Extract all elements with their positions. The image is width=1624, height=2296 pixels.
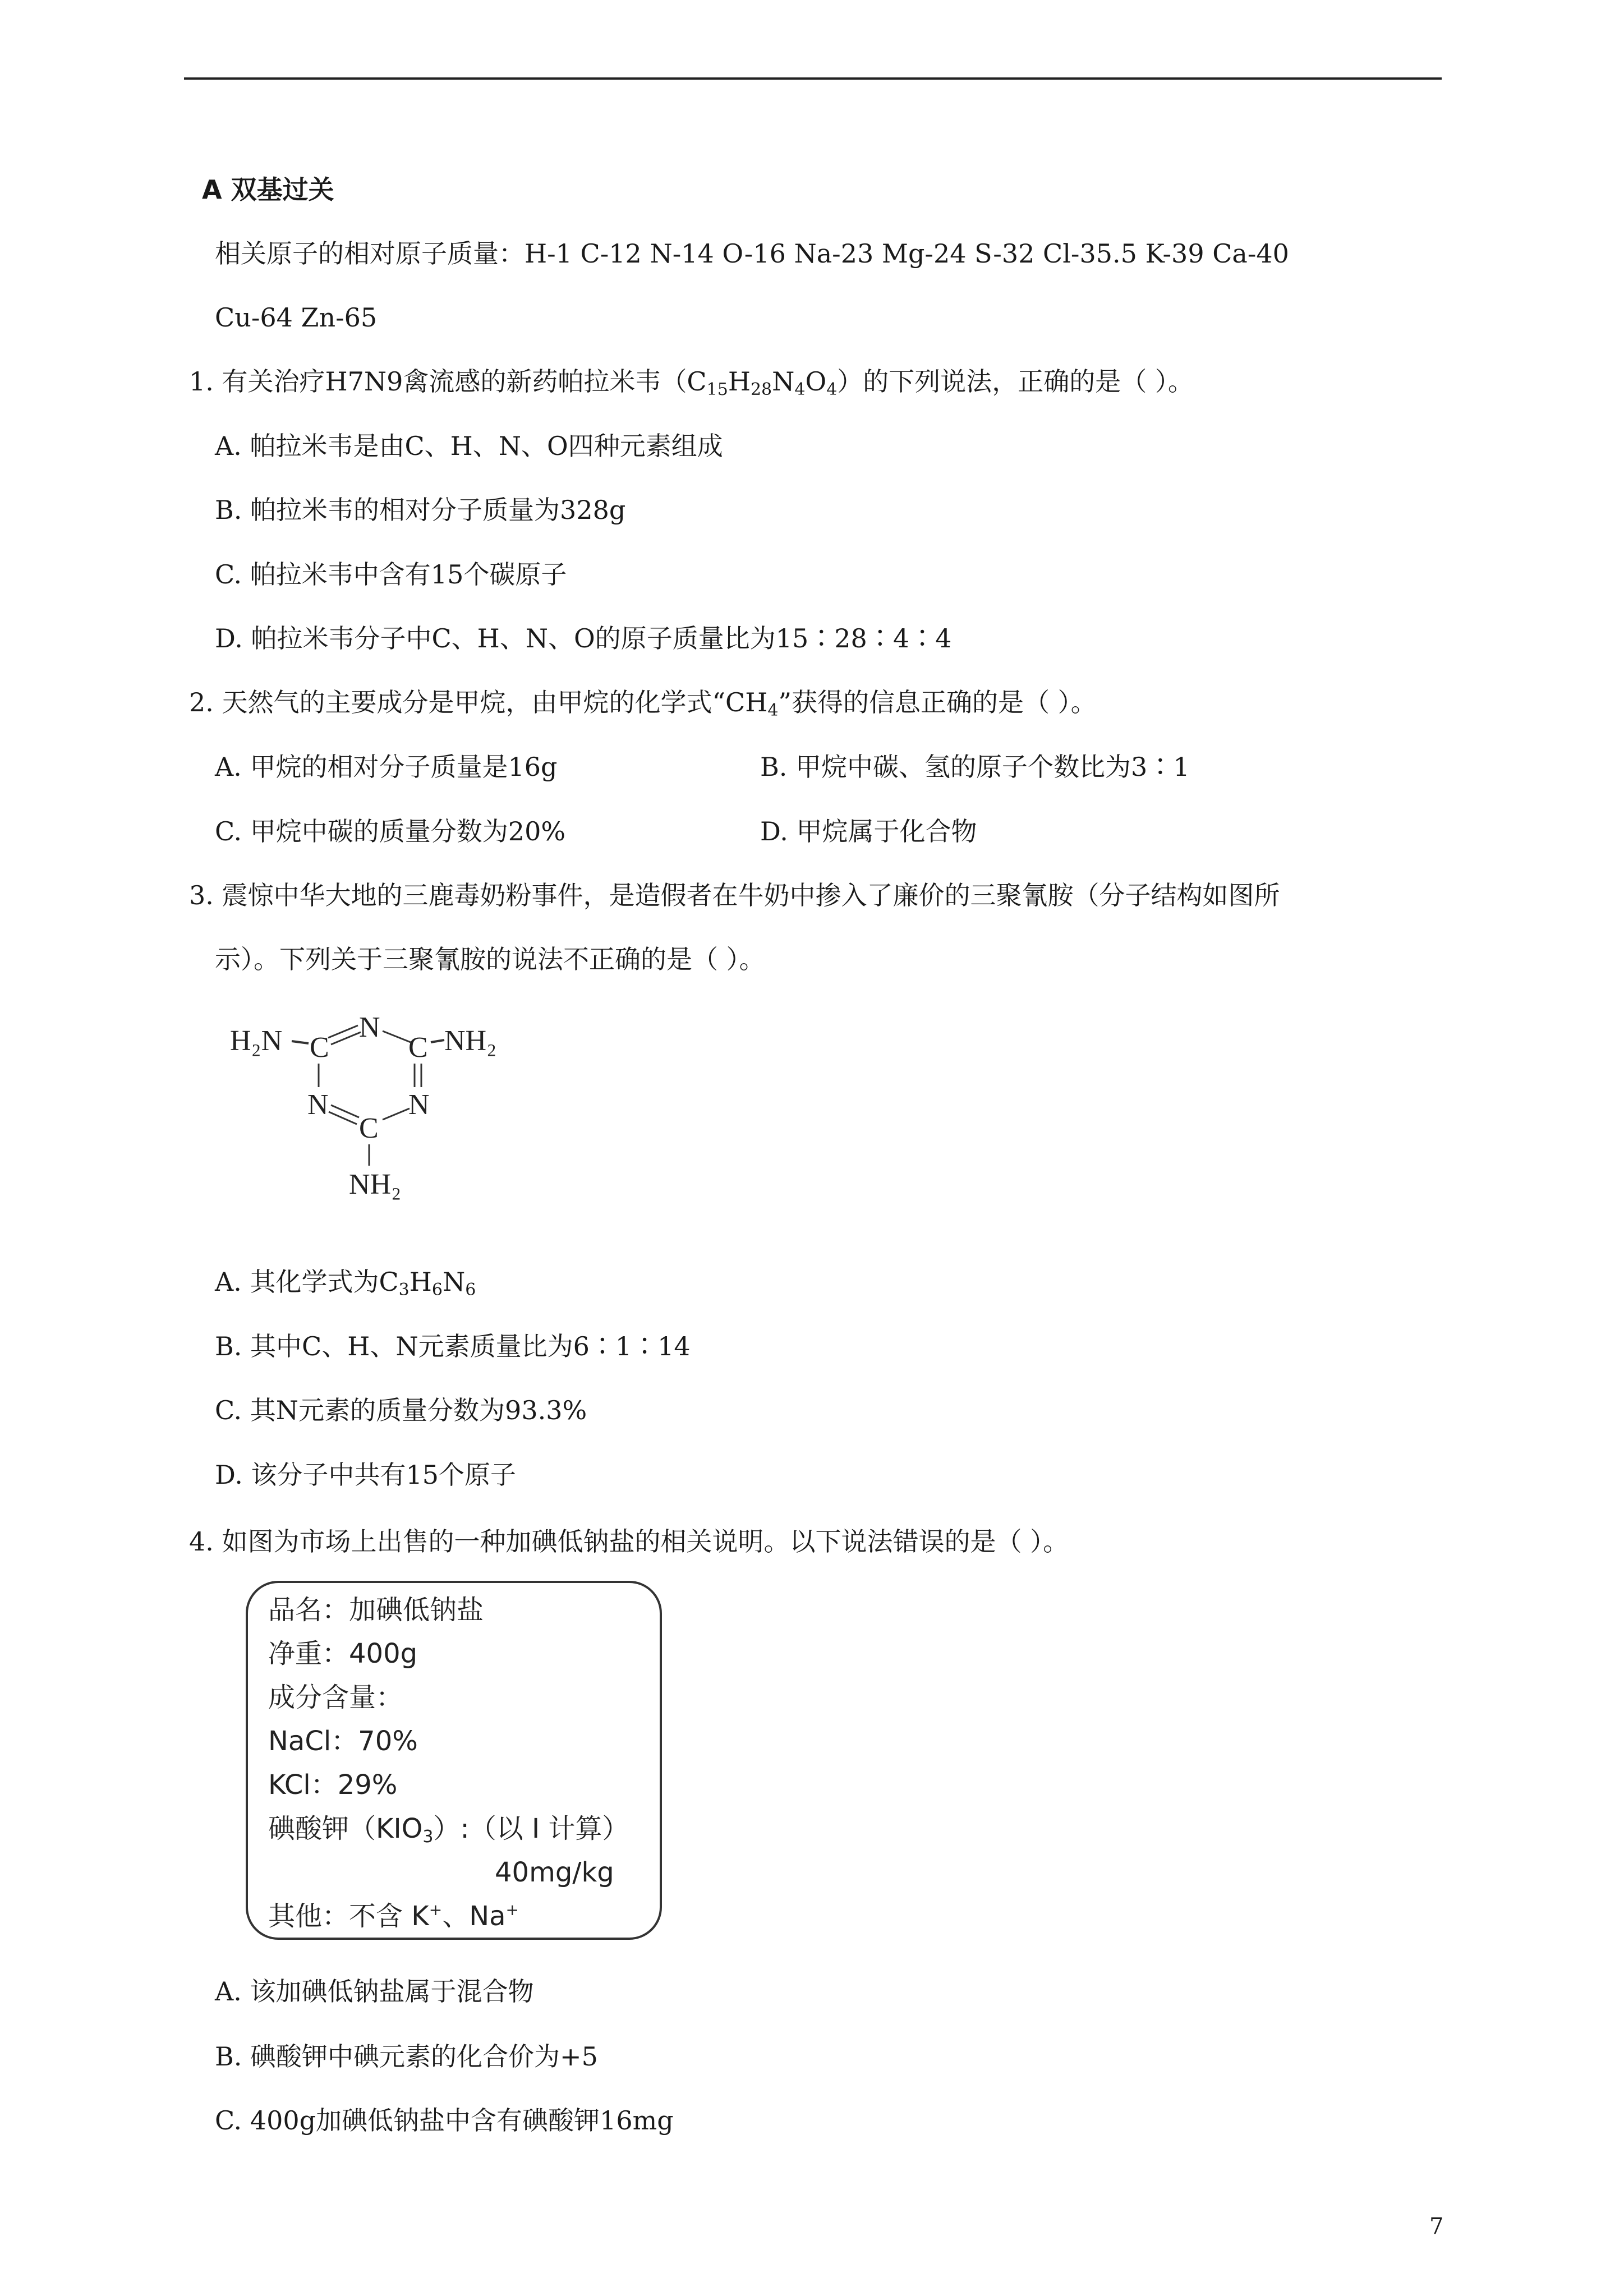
atomic-masses-line-1: 相关原子的相对原子质量：H-1 C-12 N-14 O-16 Na-23 Mg-24 S-32 Cl-35.5 K-39 Ca-40 xyxy=(215,238,1289,269)
label-kio3-value: 40mg/kg xyxy=(495,1857,614,1888)
question-1-option-d: D. 帕拉米韦分子中C、H、N、O的原子质量比为15∶28∶4∶4 xyxy=(215,623,952,654)
structure-nitrogen-right: N xyxy=(408,1089,430,1121)
question-2-option-d: D. 甲烷属于化合物 xyxy=(760,816,977,846)
bond-top-right xyxy=(383,1031,411,1042)
question-2-option-b: B. 甲烷中碳、氢的原子个数比为3∶1 xyxy=(760,752,1190,782)
question-3-stem-line-2: 示）。下列关于三聚氰胺的说法不正确的是（ ）。 xyxy=(215,944,765,974)
structure-carbon-top-left: C xyxy=(310,1032,329,1064)
atomic-masses-line-2: Cu-64 Zn-65 xyxy=(215,302,378,333)
question-1-option-c: C. 帕拉米韦中含有15个碳原子 xyxy=(215,559,567,590)
label-product-name: 品名：加碘低钠盐 xyxy=(268,1594,484,1626)
question-4-option-c: C. 400g加碘低钠盐中含有碘酸钾16mg xyxy=(215,2105,674,2136)
structure-carbon-bottom: C xyxy=(359,1112,379,1144)
question-4-stem: 4. 如图为市场上出售的一种加碘低钠盐的相关说明。以下说法错误的是（ ）。 xyxy=(189,1526,1069,1557)
label-net-weight: 净重：400g xyxy=(268,1638,418,1669)
header-rule xyxy=(184,77,1442,80)
structure-carbon-top-right: C xyxy=(408,1032,428,1064)
question-2-option-c: C. 甲烷中碳的质量分数为20% xyxy=(215,816,566,846)
structure-nitrogen-left: N xyxy=(307,1089,329,1121)
label-nacl: NaCl：70% xyxy=(268,1726,418,1757)
melamine-structure-diagram xyxy=(224,1015,539,1228)
structure-nitrogen-top: N xyxy=(359,1015,380,1043)
label-ingredients: 成分含量： xyxy=(268,1682,403,1713)
bond-bottom-right xyxy=(383,1108,410,1120)
salt-label-box xyxy=(246,1581,662,1940)
question-3-option-d: D. 该分子中共有15个原子 xyxy=(215,1460,517,1490)
question-4-option-b: B. 碘酸钾中碘元素的化合价为+5 xyxy=(215,2041,598,2072)
label-kcl: KCl：29% xyxy=(268,1769,398,1801)
question-3-option-b: B. 其中C、H、N元素质量比为6∶1∶14 xyxy=(215,1331,691,1361)
label-kio3: 碘酸钾$(KIO_3)$:（以 I 计算） xyxy=(268,1813,629,1847)
question-3-option-a: A. 其化学式为$C_3H_6N_6$ xyxy=(215,1267,476,1300)
bond-bottom-double-a xyxy=(331,1105,359,1117)
bond-bottom-double-b xyxy=(329,1112,357,1124)
question-2-option-a: A. 甲烷的相对分子质量是16g xyxy=(215,752,558,782)
bond-amine-right xyxy=(431,1040,444,1042)
question-1-stem: 1. 有关治疗H7N9禽流感的新药帕拉米韦$(C_{15}H_{28}N_4O_4)$的下列说法，正确的是（ ）。 xyxy=(189,366,1194,399)
question-1-option-b: B. 帕拉米韦的相对分子质量为328g xyxy=(215,495,626,525)
section-title: A 双基过关 xyxy=(202,174,334,205)
question-4-option-a: A. 该加碘低钠盐属于混合物 xyxy=(215,1976,534,2007)
structure-amine-left: H₂N xyxy=(230,1025,283,1057)
label-other: 其他：不含 K+、Na+ xyxy=(268,1901,519,1932)
page-number: 7 xyxy=(1429,2214,1444,2239)
bond-amine-left xyxy=(292,1041,309,1043)
question-3-stem-line-1: 3. 震惊中华大地的三鹿毒奶粉事件，是造假者在牛奶中掺入了廉价的三聚氰胺（分子结构如图所 xyxy=(189,880,1280,910)
question-3-option-c: C. 其N元素的质量分数为93.3% xyxy=(215,1395,587,1425)
structure-amine-bottom: NH₂ xyxy=(349,1168,402,1200)
question-1-option-a: A. 帕拉米韦是由C、H、N、O四种元素组成 xyxy=(215,431,723,461)
question-2-stem: 2. 天然气的主要成分是甲烷，由甲烷的化学式“$CH_4$”获得的信息正确的是（ ）。 xyxy=(189,687,1097,720)
structure-amine-right: NH₂ xyxy=(444,1025,497,1057)
